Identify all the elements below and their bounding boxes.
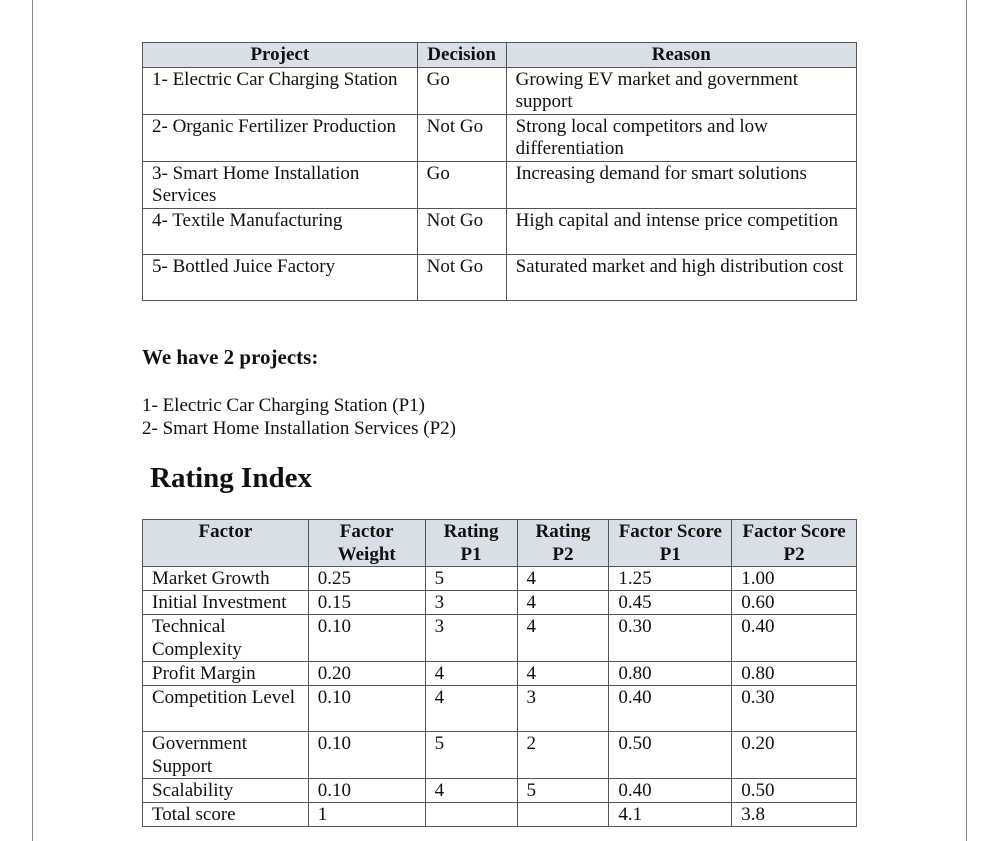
rating-p2-cell <box>517 803 609 827</box>
weight-cell: 1 <box>308 803 425 827</box>
project-cell: 5- Bottled Juice Factory <box>143 255 418 301</box>
page-border-right <box>966 0 967 841</box>
score-p2-cell: 0.80 <box>732 662 857 686</box>
project-cell: 3- Smart Home Installation Services <box>143 162 418 209</box>
column-header-rating-p2: Rating P2 <box>517 520 609 567</box>
score-p1-cell: 0.50 <box>609 732 732 779</box>
weight-cell: 0.10 <box>308 779 425 803</box>
decision-cell: Not Go <box>417 255 506 301</box>
project-decision-table <box>142 42 857 301</box>
column-header-factor: Factor <box>143 520 309 567</box>
score-p2-cell: 0.20 <box>732 732 857 779</box>
rating-p1-cell: 5 <box>425 732 517 779</box>
project-list <box>142 394 456 440</box>
weight-cell: 0.15 <box>308 591 425 615</box>
total-score-row <box>143 803 857 827</box>
score-p2-cell: 0.60 <box>732 591 857 615</box>
project-cell: 4- Textile Manufacturing <box>143 209 418 255</box>
decision-cell: Not Go <box>417 209 506 255</box>
factor-cell: Government Support <box>143 732 309 779</box>
factor-cell: Technical Complexity <box>143 615 309 662</box>
table-row <box>143 686 857 732</box>
score-p1-cell: 4.1 <box>609 803 732 827</box>
table-row <box>143 662 857 686</box>
score-p2-cell: 3.8 <box>732 803 857 827</box>
factor-cell: Scalability <box>143 779 309 803</box>
decision-cell: Go <box>417 68 506 115</box>
score-p1-cell: 0.40 <box>609 686 732 732</box>
weight-cell: 0.10 <box>308 732 425 779</box>
column-header-rating-p1: Rating P1 <box>425 520 517 567</box>
score-p1-cell: 0.30 <box>609 615 732 662</box>
weight-cell: 0.10 <box>308 615 425 662</box>
reason-cell: Strong local competitors and low differentiation <box>506 115 856 162</box>
score-p1-cell: 1.25 <box>609 567 732 591</box>
score-p2-cell: 0.40 <box>732 615 857 662</box>
reason-cell: Saturated market and high distribution cost <box>506 255 856 301</box>
table-row <box>143 68 857 115</box>
decision-cell: Not Go <box>417 115 506 162</box>
factor-cell: Profit Margin <box>143 662 309 686</box>
column-header-project: Project <box>143 43 418 68</box>
factor-cell: Competition Level <box>143 686 309 732</box>
rating-p2-cell: 3 <box>517 686 609 732</box>
weight-cell: 0.25 <box>308 567 425 591</box>
column-header-factor-score-p1: Factor Score P1 <box>609 520 732 567</box>
rating-p1-cell: 4 <box>425 779 517 803</box>
rating-p1-cell <box>425 803 517 827</box>
weight-cell: 0.10 <box>308 686 425 732</box>
rating-p1-cell: 3 <box>425 615 517 662</box>
rating-p2-cell: 5 <box>517 779 609 803</box>
rating-p1-cell: 3 <box>425 591 517 615</box>
table-row <box>143 162 857 209</box>
weight-cell: 0.20 <box>308 662 425 686</box>
column-header-decision: Decision <box>417 43 506 68</box>
table-header-row <box>143 43 857 68</box>
table-row <box>143 732 857 779</box>
column-header-reason: Reason <box>506 43 856 68</box>
rating-p1-cell: 4 <box>425 686 517 732</box>
score-p2-cell: 0.50 <box>732 779 857 803</box>
score-p1-cell: 0.40 <box>609 779 732 803</box>
column-header-factor-score-p2: Factor Score P2 <box>732 520 857 567</box>
rating-p2-cell: 4 <box>517 615 609 662</box>
reason-cell: Increasing demand for smart solutions <box>506 162 856 209</box>
rating-p1-cell: 5 <box>425 567 517 591</box>
table-row <box>143 615 857 662</box>
rating-p2-cell: 4 <box>517 662 609 686</box>
table-row <box>143 779 857 803</box>
list-item: 2- Smart Home Installation Services (P2) <box>142 418 456 439</box>
factor-cell: Market Growth <box>143 567 309 591</box>
factor-cell: Initial Investment <box>143 591 309 615</box>
rating-p1-cell: 4 <box>425 662 517 686</box>
reason-cell: High capital and intense price competition <box>506 209 856 255</box>
table-row <box>143 591 857 615</box>
rating-p2-cell: 4 <box>517 591 609 615</box>
page-border-left <box>32 0 33 841</box>
projects-heading: We have 2 projects: <box>142 345 319 369</box>
project-cell: 2- Organic Fertilizer Production <box>143 115 418 162</box>
rating-p2-cell: 4 <box>517 567 609 591</box>
rating-p2-cell: 2 <box>517 732 609 779</box>
score-p2-cell: 1.00 <box>732 567 857 591</box>
table-row <box>143 209 857 255</box>
rating-index-table <box>142 519 857 827</box>
score-p2-cell: 0.30 <box>732 686 857 732</box>
list-item: 1- Electric Car Charging Station (P1) <box>142 395 426 416</box>
table-row <box>143 115 857 162</box>
table-row <box>143 255 857 301</box>
table-header-row <box>143 520 857 567</box>
rating-index-title: Rating Index <box>150 462 312 494</box>
column-header-factor-weight: Factor Weight <box>308 520 425 567</box>
project-cell: 1- Electric Car Charging Station <box>143 68 418 115</box>
table-row <box>143 567 857 591</box>
reason-cell: Growing EV market and government support <box>506 68 856 115</box>
score-p1-cell: 0.80 <box>609 662 732 686</box>
score-p1-cell: 0.45 <box>609 591 732 615</box>
decision-cell: Go <box>417 162 506 209</box>
factor-cell: Total score <box>143 803 309 827</box>
